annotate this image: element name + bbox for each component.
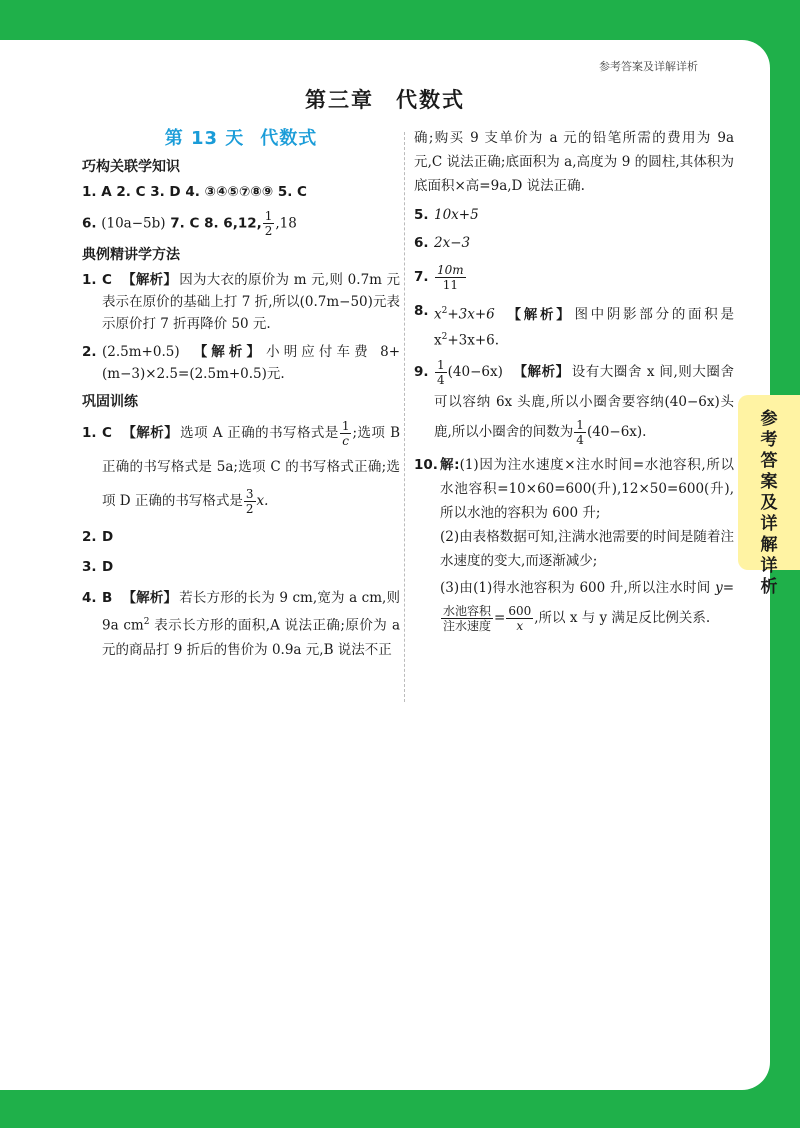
fraction-10m-over-11: $\frac{10m}{11}$ [437,263,464,292]
practice-7 [414,260,734,294]
superscript: 2 [143,617,150,627]
fraction-3-over-2: $\frac{3}{2}$ [245,487,254,516]
answer-6-number: 6. [82,215,97,232]
practice-8 [414,300,734,351]
practice-1-number: 1. [82,425,97,441]
example-2-explanation: 小明应付车费 8+(m−3)×2.5=(2.5m+0.5)元. [102,344,401,382]
fraction-1-over-4: $\frac{1}{4}$ [437,358,445,387]
practice-3-number: 3. [82,559,97,575]
chapter-number: 第三章 [305,88,374,112]
practice-1-text-a: 选项 A 正确的书写格式是 [180,425,339,441]
solution-part-3-b: ,所以 x 与 y 满足反比例关系. [534,610,711,626]
practice-4-number: 4. [82,590,97,606]
practice-8-a: x [434,306,442,323]
practice-2 [82,526,400,548]
chapter-title [0,84,770,114]
practice-10-number: 10. [414,457,438,473]
practice-5 [414,204,734,226]
solution-part-3 [440,573,734,633]
answers-1-5: 1. A 2. C 3. D 4. ③④⑤⑦⑧⑨ 5. C [82,184,307,200]
practice-9-b: 设有大圈舍 x 间,则大圈舍可以容纳 6x 头鹿,所以小圈舍要容纳(40−6x)头鹿,所以小圈舍的间数为 [434,364,734,440]
page-sheet [0,40,770,1090]
right-column [414,126,734,639]
practice-9-number: 9. [414,364,429,380]
practice-1-text-c: x. [256,493,269,509]
practice-10 [414,453,734,633]
practice-4-text-b: 表示长方形的面积,A 说法正确;原价为 a 元的商品打 9 折后的售价为 0.9a 元,B 说法不正 [102,617,401,658]
fraction-volume-over-speed: $\frac{\text{水池容积}}{\text{注水速度}}$ [443,604,492,633]
practice-9-a: (40−6x) [447,364,503,380]
solution-label: 解: [440,457,460,473]
practice-8-c: 图中阴影部分的面积是 x [434,306,735,348]
left-column [82,126,400,668]
fraction-1-over-c: $\frac{1}{c}$ [341,419,350,448]
practice-1-text-b: ;选项 B 正确的书写格式是 5a;选项 C 的书写格式正确;选项 D 正确的书写格式是 [102,425,401,509]
practice-4-text-a: 若长方形的长为 9 cm,宽为 a cm,则 9a cm [102,590,401,634]
practice-5-number: 5. [414,207,429,223]
practice-6-number: 6. [414,235,429,251]
day-topic: 代数式 [260,128,318,149]
example-1 [82,269,400,335]
practice-3 [82,556,400,578]
analysis-tag: 【解析】 [122,590,178,606]
practice-6 [414,232,734,254]
practice-9 [414,357,734,447]
day-title [82,128,400,150]
example-1-explanation: 因为大衣的原价为 m 元,则 0.7m 元表示在原价的基础上打 7 折,所以(0.7m−50)元表示原价打 7 折再降价 50 元. [102,272,401,332]
practice-7-number: 7. [414,269,429,285]
example-1-answer: C [102,272,112,288]
example-1-number: 1. [82,272,97,288]
practice-1 [82,416,400,518]
solution-y: y= [715,580,735,596]
analysis-tag: 【解析】 [189,344,265,360]
practice-8-number: 8. [414,303,429,319]
superscript: 2 [441,306,448,316]
side-tab-label: 参考答案及详解详析 [760,409,778,597]
running-header: 参考答案及详解详析 [599,60,698,73]
day-number: 第 13 天 [164,128,245,149]
analysis-tag: 【解析】 [121,272,178,288]
chapter-name: 代数式 [396,88,465,112]
practice-4 [82,586,400,662]
practice-2-number: 2. [82,529,97,545]
practice-2-answer: D [102,529,114,545]
practice-4-answer: B [102,590,113,606]
answer-6-value: (10a−5b) [101,215,166,232]
practice-1-answer: C [102,425,112,441]
solution-part-2: (2)由表格数据可知,注满水池需要的时间是随着注水速度的变大,而逐渐减少; [440,529,734,569]
fraction-600-over-x: $\frac{600}{x}$ [508,604,532,633]
fraction-1-over-4-b: $\frac{1}{4}$ [576,418,584,447]
solution-part-3-a: (3)由(1)得水池容积为 600 升,所以注水时间 [440,580,711,596]
analysis-tag: 【解析】 [504,306,573,323]
practice-3-answer: D [102,559,114,575]
example-2-answer: (2.5m+0.5) [102,344,180,360]
section-title-knowledge: 巧构关联学知识 [82,159,180,175]
practice-6-answer: 2x−3 [434,235,471,251]
analysis-tag: 【解析】 [512,364,570,380]
section-title-examples: 典例精讲学方法 [82,247,180,263]
example-2-number: 2. [82,344,97,360]
solution-part-1: (1)因为注水速度×注水时间=水池容积,所以水池容积=10×60=600(升),12×50=600(升),所以水池的容积为 600 升; [440,457,734,521]
answers-6-8 [82,209,400,238]
practice-9-c: (40−6x). [586,424,647,440]
analysis-tag: 【解析】 [121,425,179,441]
fraction-half: $\frac{1}{2}$ [264,209,273,238]
superscript: 2 [441,331,448,342]
column-divider [404,132,405,702]
equals-sign: = [494,610,506,626]
practice-4-continuation: 确;购买 9 支单价为 a 元的铅笔所需的费用为 9a 元,C 说法正确;底面积为 a,高度为 9 的圆柱,其体积为底面积×高=9a,D 说法正确. [414,130,734,194]
answer-8-tail: ,18 [275,215,297,232]
side-tab [738,395,800,597]
practice-8-b: +3x+6 [447,306,495,323]
answer-7-8: 7. C 8. 6,12, [170,215,262,232]
section-title-practice: 巩固训练 [82,394,138,410]
practice-5-answer: 10x+5 [434,207,479,223]
example-2 [82,341,400,385]
practice-8-d: +3x+6. [447,332,500,348]
